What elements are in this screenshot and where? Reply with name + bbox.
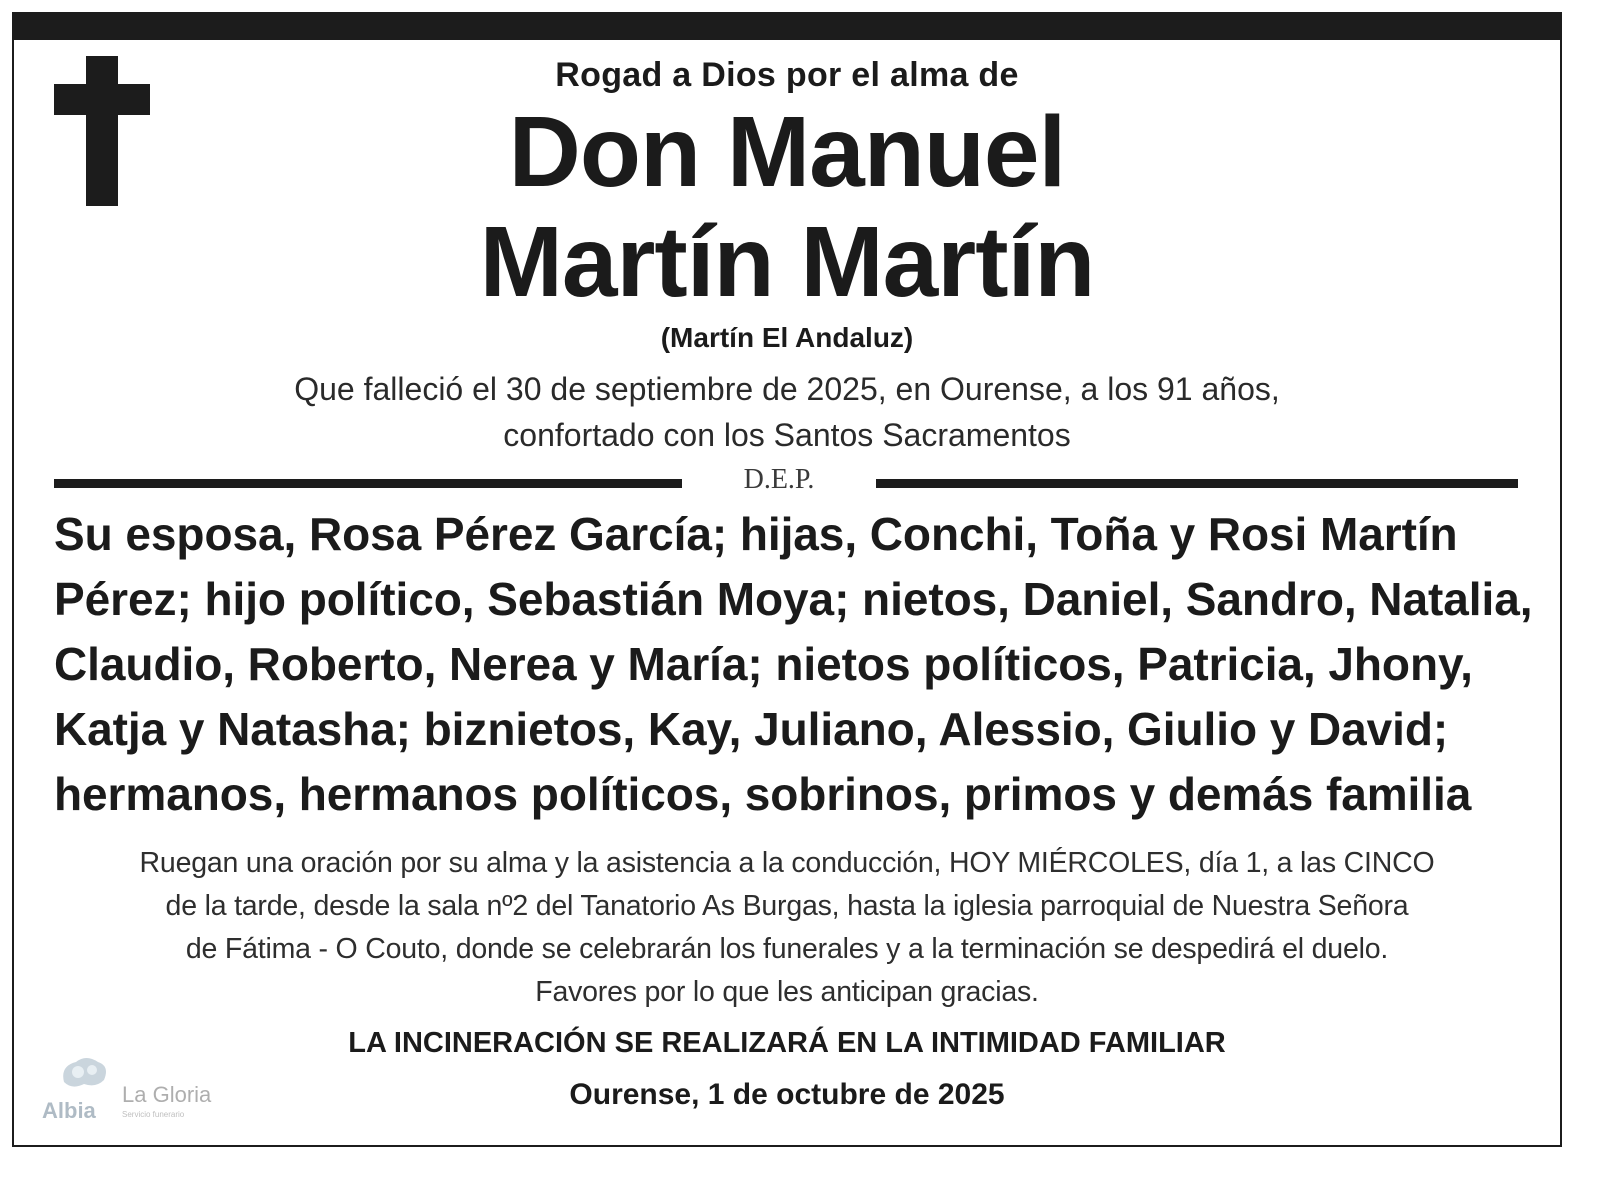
gloria-logo-subtitle: Servicio funerario (122, 1110, 185, 1119)
dep-label: D.E.P. (743, 464, 815, 495)
family-list (54, 502, 1533, 827)
intro-text: Rogad a Dios por el alma de (555, 56, 1019, 94)
prayer-line: Favores por lo que les anticipan gracias. (535, 976, 1039, 1008)
family-line: Su esposa, Rosa Pérez García; hijas, Conchi, Toña y Rosi Martín (54, 508, 1458, 560)
family-line: hermanos, hermanos políticos, sobrinos, primos y demás familia (54, 768, 1472, 820)
family-line: Claudio, Roberto, Nerea y María; nietos políticos, Patricia, Jhony, (54, 638, 1473, 690)
cremation-note: LA INCINERACIÓN SE REALIZARÁ EN LA INTIMIDAD FAMILIAR (348, 1027, 1226, 1059)
prayer-line: de Fátima - O Couto, donde se celebrarán los funerales y a la terminación se despedirá el duelo. (185, 933, 1389, 965)
prayer-line: de la tarde, desde la sala nº2 del Tanatorio As Burgas, hasta la iglesia parroquial de Nuestra Señora (165, 890, 1409, 922)
family-line: Katja y Natasha; biznietos, Kay, Juliano, Alessio, Giulio y David; (54, 703, 1449, 755)
deceased-name-line2: Martín Martín (479, 206, 1095, 318)
death-line: confortado con los Santos Sacramentos (503, 417, 1071, 453)
death-details (14, 366, 1560, 458)
nickname: (Martín El Andaluz) (660, 322, 914, 353)
obituary-notice (12, 12, 1562, 1147)
family-line: Pérez; hijo político, Sebastián Moya; nietos, Daniel, Sandro, Natalia, (54, 573, 1533, 625)
death-line: Que falleció el 30 de septiembre de 2025, en Ourense, a los 91 años, (294, 371, 1280, 407)
albia-logo-icon (56, 1052, 112, 1092)
place-and-date: Ourense, 1 de octubre de 2025 (569, 1078, 1005, 1111)
prayer-request (54, 842, 1520, 1014)
prayer-line: Ruegan una oración por su alma y la asistencia a la conducción, HOY MIÉRCOLES, día 1, a las CINCO (139, 847, 1435, 879)
funeral-home-logos (42, 1044, 242, 1134)
deceased-name-line1: Don Manuel (508, 96, 1066, 208)
top-border-bar (14, 14, 1560, 40)
albia-logo-text: Albia (42, 1098, 96, 1123)
divider-left (54, 479, 682, 488)
divider-right (876, 479, 1518, 488)
gloria-logo-text: La Gloria (122, 1082, 212, 1107)
